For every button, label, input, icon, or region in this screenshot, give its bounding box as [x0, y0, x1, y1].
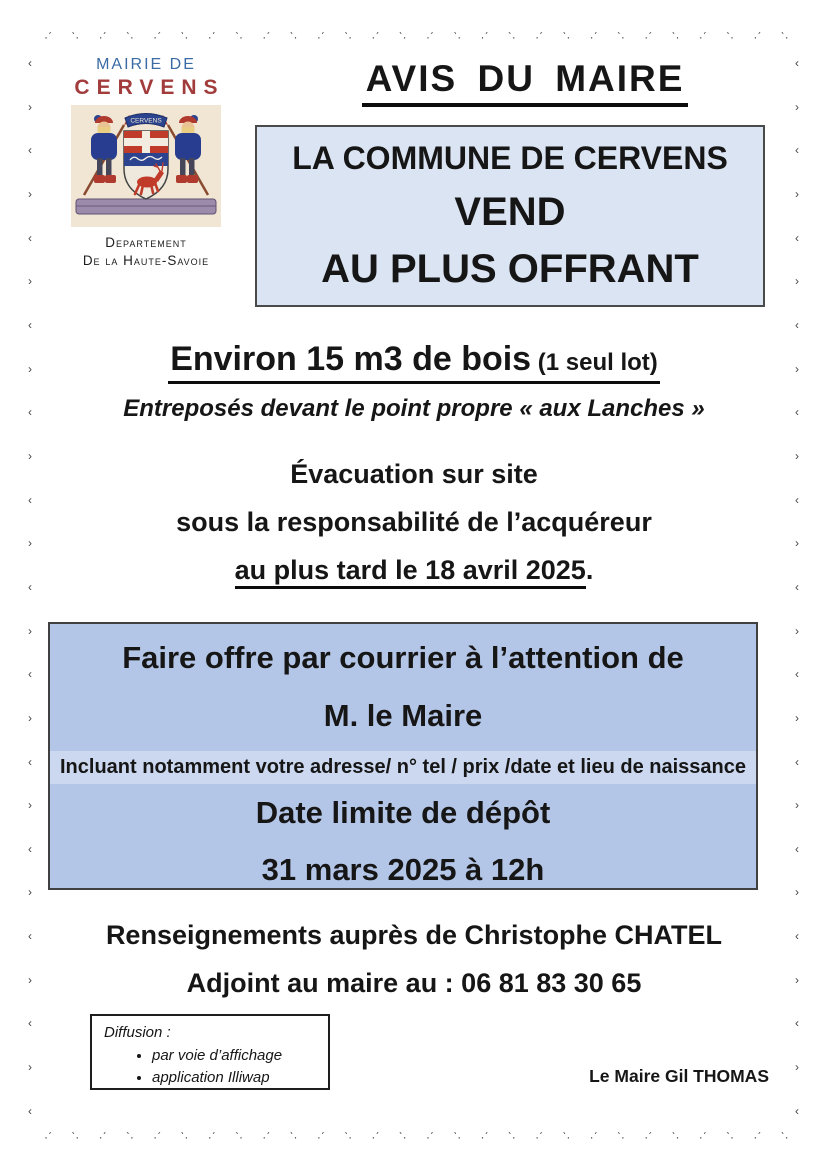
decorative-border-left: ‹ › ‹ › ‹ › ‹ › ‹ › ‹ › ‹ › ‹ › ‹ › ‹ › ‹ › ‹ › ‹	[28, 56, 32, 1118]
wood-heading-underline	[168, 340, 660, 384]
wood-lot-note: (1 seul lot)	[531, 349, 658, 376]
evacuation-deadline-date: au plus tard le 18 avril 2025	[235, 555, 586, 589]
wood-quantity-heading: Environ 15 m3 de bois	[170, 340, 532, 378]
evacuation-line1: Évacuation sur site	[290, 459, 538, 489]
title-wrap	[290, 58, 760, 107]
mayor-signature: Le Maire Gil THOMAS	[589, 1066, 769, 1086]
announcement-line-offrant: AU PLUS OFFRANT	[321, 247, 699, 292]
offer-required-info-note: Incluant notamment votre adresse/ n° tel / prix /date et lieu de naissance	[50, 751, 756, 784]
offer-line1: Faire offre par courrier à l’attention de	[122, 640, 684, 675]
announcement-line-commune: LA COMMUNE DE CERVENS	[292, 139, 728, 176]
announcement-line-vend: VEND	[454, 189, 566, 234]
logo-cervens-label: CERVENS	[74, 76, 225, 99]
contact-name-line: Renseignements auprès de Christophe CHATEL	[105, 920, 723, 950]
decorative-border-right: ‹ › ‹ › ‹ › ‹ › ‹ › ‹ › ‹ › ‹ › ‹ › ‹ › ‹ › ‹ › ‹	[795, 56, 799, 1118]
coat-of-arms-image	[70, 105, 222, 227]
wood-location-line: Entreposés devant le point propre « aux Lanches »	[123, 395, 705, 422]
offer-line2: M. le Maire	[323, 698, 483, 733]
logo-mairie-de-label: MAIRIE DE	[96, 56, 196, 73]
contact-section	[40, 920, 788, 999]
department-label	[58, 234, 234, 269]
evacuation-line2: sous la responsabilité de l’acquéreur	[176, 507, 652, 537]
offer-deadline-label: Date limite de dépôt	[255, 795, 551, 830]
department-line1: Departement	[105, 235, 187, 250]
diffusion-item-illiwap: • application Illiwap	[152, 1067, 318, 1089]
evacuation-deadline-period: .	[585, 555, 594, 585]
decorative-border-top: ·ˊ ˋ· ·ˊ ˋ· ·ˊ ˋ· ·ˊ ˋ· ·ˊ ˋ· ·ˊ ˋ· ·ˊ ˋ· ·ˊ ˋ· ·ˊ ˋ· ·ˊ ˋ· ·ˊ ˋ· ·ˊ ˋ· ·ˊ ˋ· ·ˊ ˋ·	[44, 30, 789, 44]
department-line2: De la Haute-Savoie	[82, 252, 210, 268]
sale-announcement-box	[255, 125, 765, 307]
offer-deadline-date: 31 mars 2025 à 12h	[261, 852, 545, 887]
page-title: AVIS DU MAIRE	[362, 58, 689, 107]
diffusion-box	[90, 1014, 330, 1090]
diffusion-title: Diffusion :	[104, 1024, 171, 1041]
offer-instructions-box	[48, 622, 758, 890]
diffusion-item-affichage: • par voie d’affichage	[152, 1045, 318, 1067]
town-logo-block	[58, 56, 234, 269]
coat-of-arms-scroll-text: CERVENS	[130, 117, 162, 125]
contact-phone-line: Adjoint au maire au : 06 81 83 30 65	[186, 968, 642, 998]
wood-details-section	[40, 340, 788, 586]
evacuation-deadline-line	[40, 555, 788, 586]
diffusion-list	[104, 1045, 318, 1089]
decorative-border-bottom: ·ˊ ˋ· ·ˊ ˋ· ·ˊ ˋ· ·ˊ ˋ· ·ˊ ˋ· ·ˊ ˋ· ·ˊ ˋ· ·ˊ ˋ· ·ˊ ˋ· ·ˊ ˋ· ·ˊ ˋ· ·ˊ ˋ· ·ˊ ˋ· ·ˊ ˋ·	[44, 1130, 789, 1144]
